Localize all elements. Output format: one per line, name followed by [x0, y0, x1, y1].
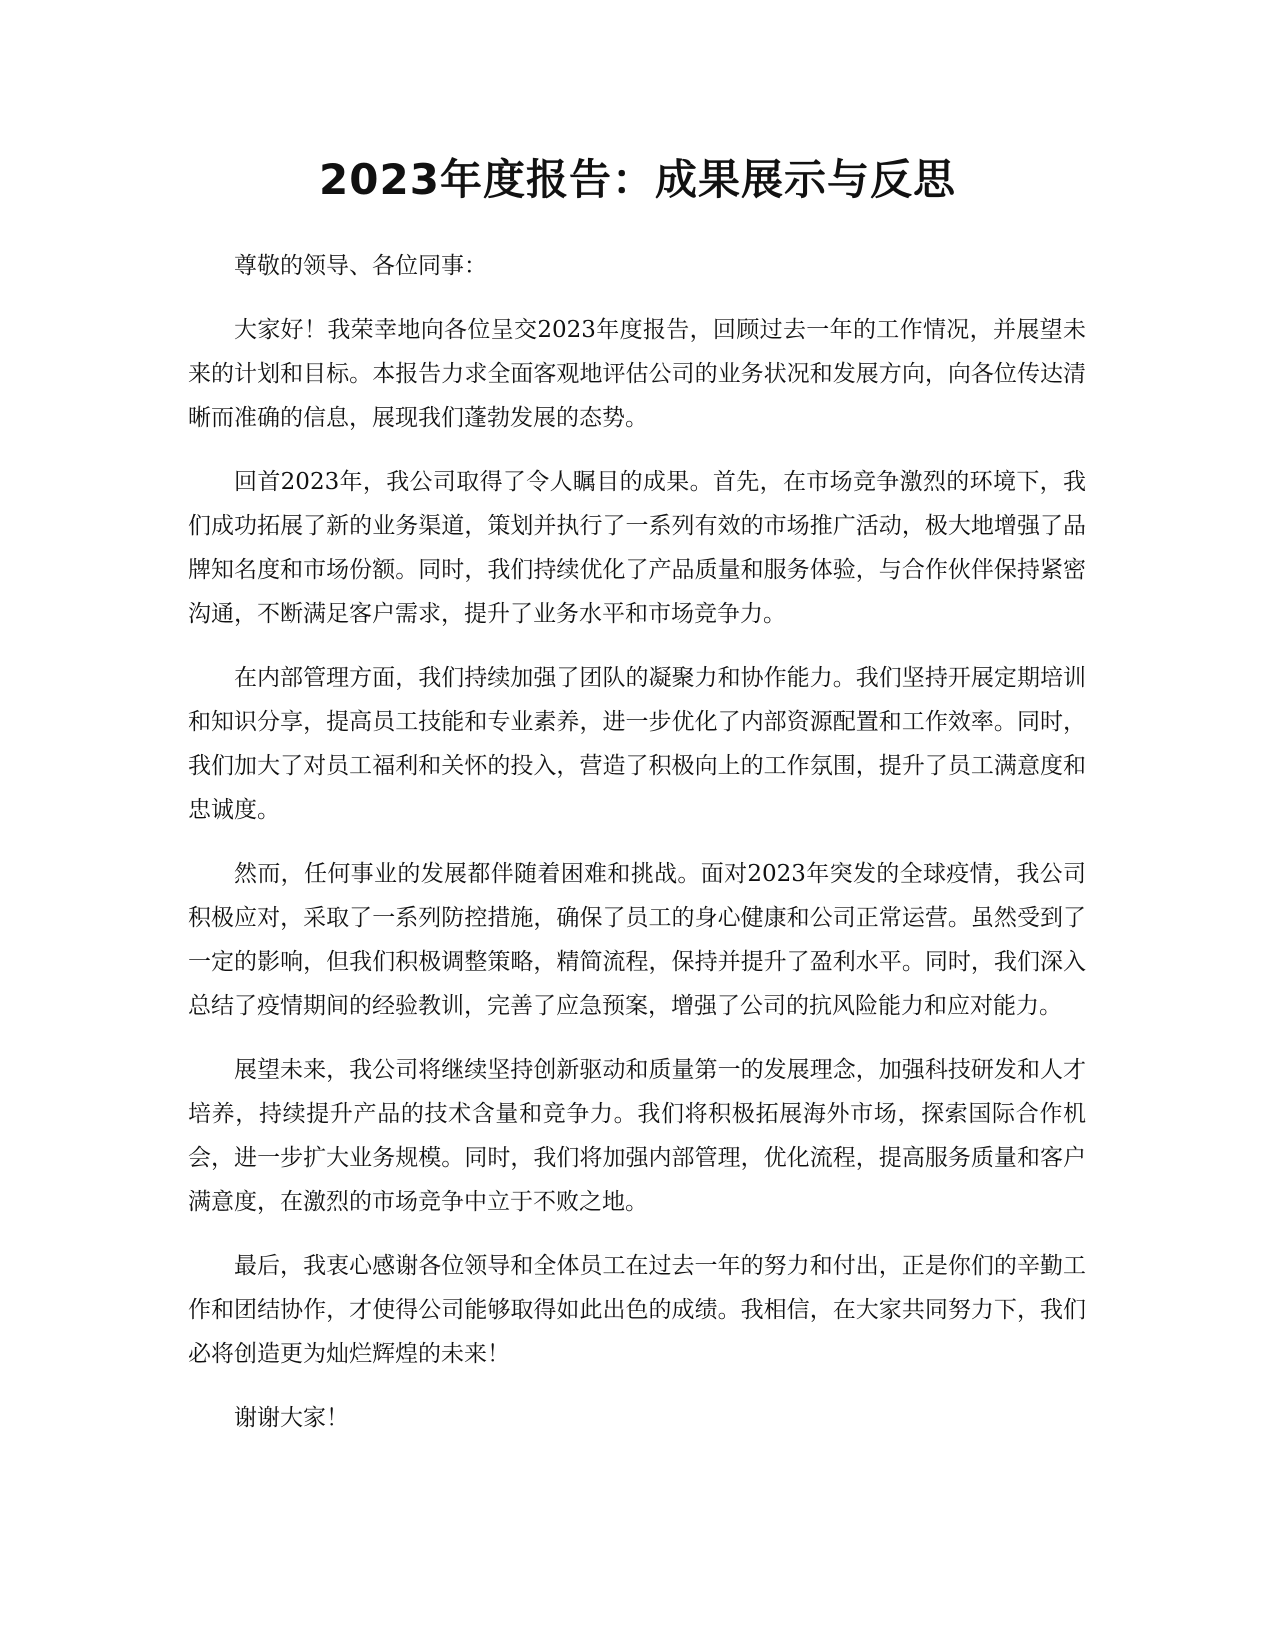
paragraph-challenges: 然而，任何事业的发展都伴随着困难和挑战。面对2023年突发的全球疫情，我公司积极应对，采取了一系列防控措施，确保了员工的身心健康和公司正常运营。虽然受到了一定的影响，但我们积极调整策略，精简流程，保持并提升了盈利水平。同时，我们深入总结了疫情期间的经验教训，完善了应急预案，增强了公司的抗风险能力和应对能力。	[188, 861, 1086, 1019]
salutation: 尊敬的领导、各位同事：	[234, 253, 487, 279]
paragraph-achievements: 回首2023年，我公司取得了令人瞩目的成果。首先，在市场竞争激烈的环境下，我们成功拓展了新的业务渠道，策划并执行了一系列有效的市场推广活动，极大地增强了品牌知名度和市场份额。同时，我们持续优化了产品质量和服务体验，与合作伙伴保持紧密沟通，不断满足客户需求，提升了业务水平和市场竞争力。	[188, 469, 1086, 627]
document-body	[188, 244, 1086, 1460]
paragraph-outlook: 展望未来，我公司将继续坚持创新驱动和质量第一的发展理念，加强科技研发和人才培养，持续提升产品的技术含量和竞争力。我们将积极拓展海外市场，探索国际合作机会，进一步扩大业务规模。同时，我们将加强内部管理，优化流程，提高服务质量和客户满意度，在激烈的市场竞争中立于不败之地。	[188, 1057, 1086, 1215]
paragraph-thanks: 最后，我衷心感谢各位领导和全体员工在过去一年的努力和付出，正是你们的辛勤工作和团结协作，才使得公司能够取得如此出色的成绩。我相信，在大家共同努力下，我们必将创造更为灿烂辉煌的未来！	[188, 1253, 1086, 1367]
document-title: 2023年度报告：成果展示与反思	[319, 155, 956, 204]
closing: 谢谢大家！	[234, 1405, 349, 1431]
paragraph-internal-management: 在内部管理方面，我们持续加强了团队的凝聚力和协作能力。我们坚持开展定期培训和知识分享，提高员工技能和专业素养，进一步优化了内部资源配置和工作效率。同时，我们加大了对员工福利和关怀的投入，营造了积极向上的工作氛围，提升了员工满意度和忠诚度。	[188, 665, 1086, 823]
paragraph-intro: 大家好！我荣幸地向各位呈交2023年度报告，回顾过去一年的工作情况，并展望未来的计划和目标。本报告力求全面客观地评估公司的业务状况和发展方向，向各位传达清晰而准确的信息，展现我们蓬勃发展的态势。	[188, 317, 1086, 431]
